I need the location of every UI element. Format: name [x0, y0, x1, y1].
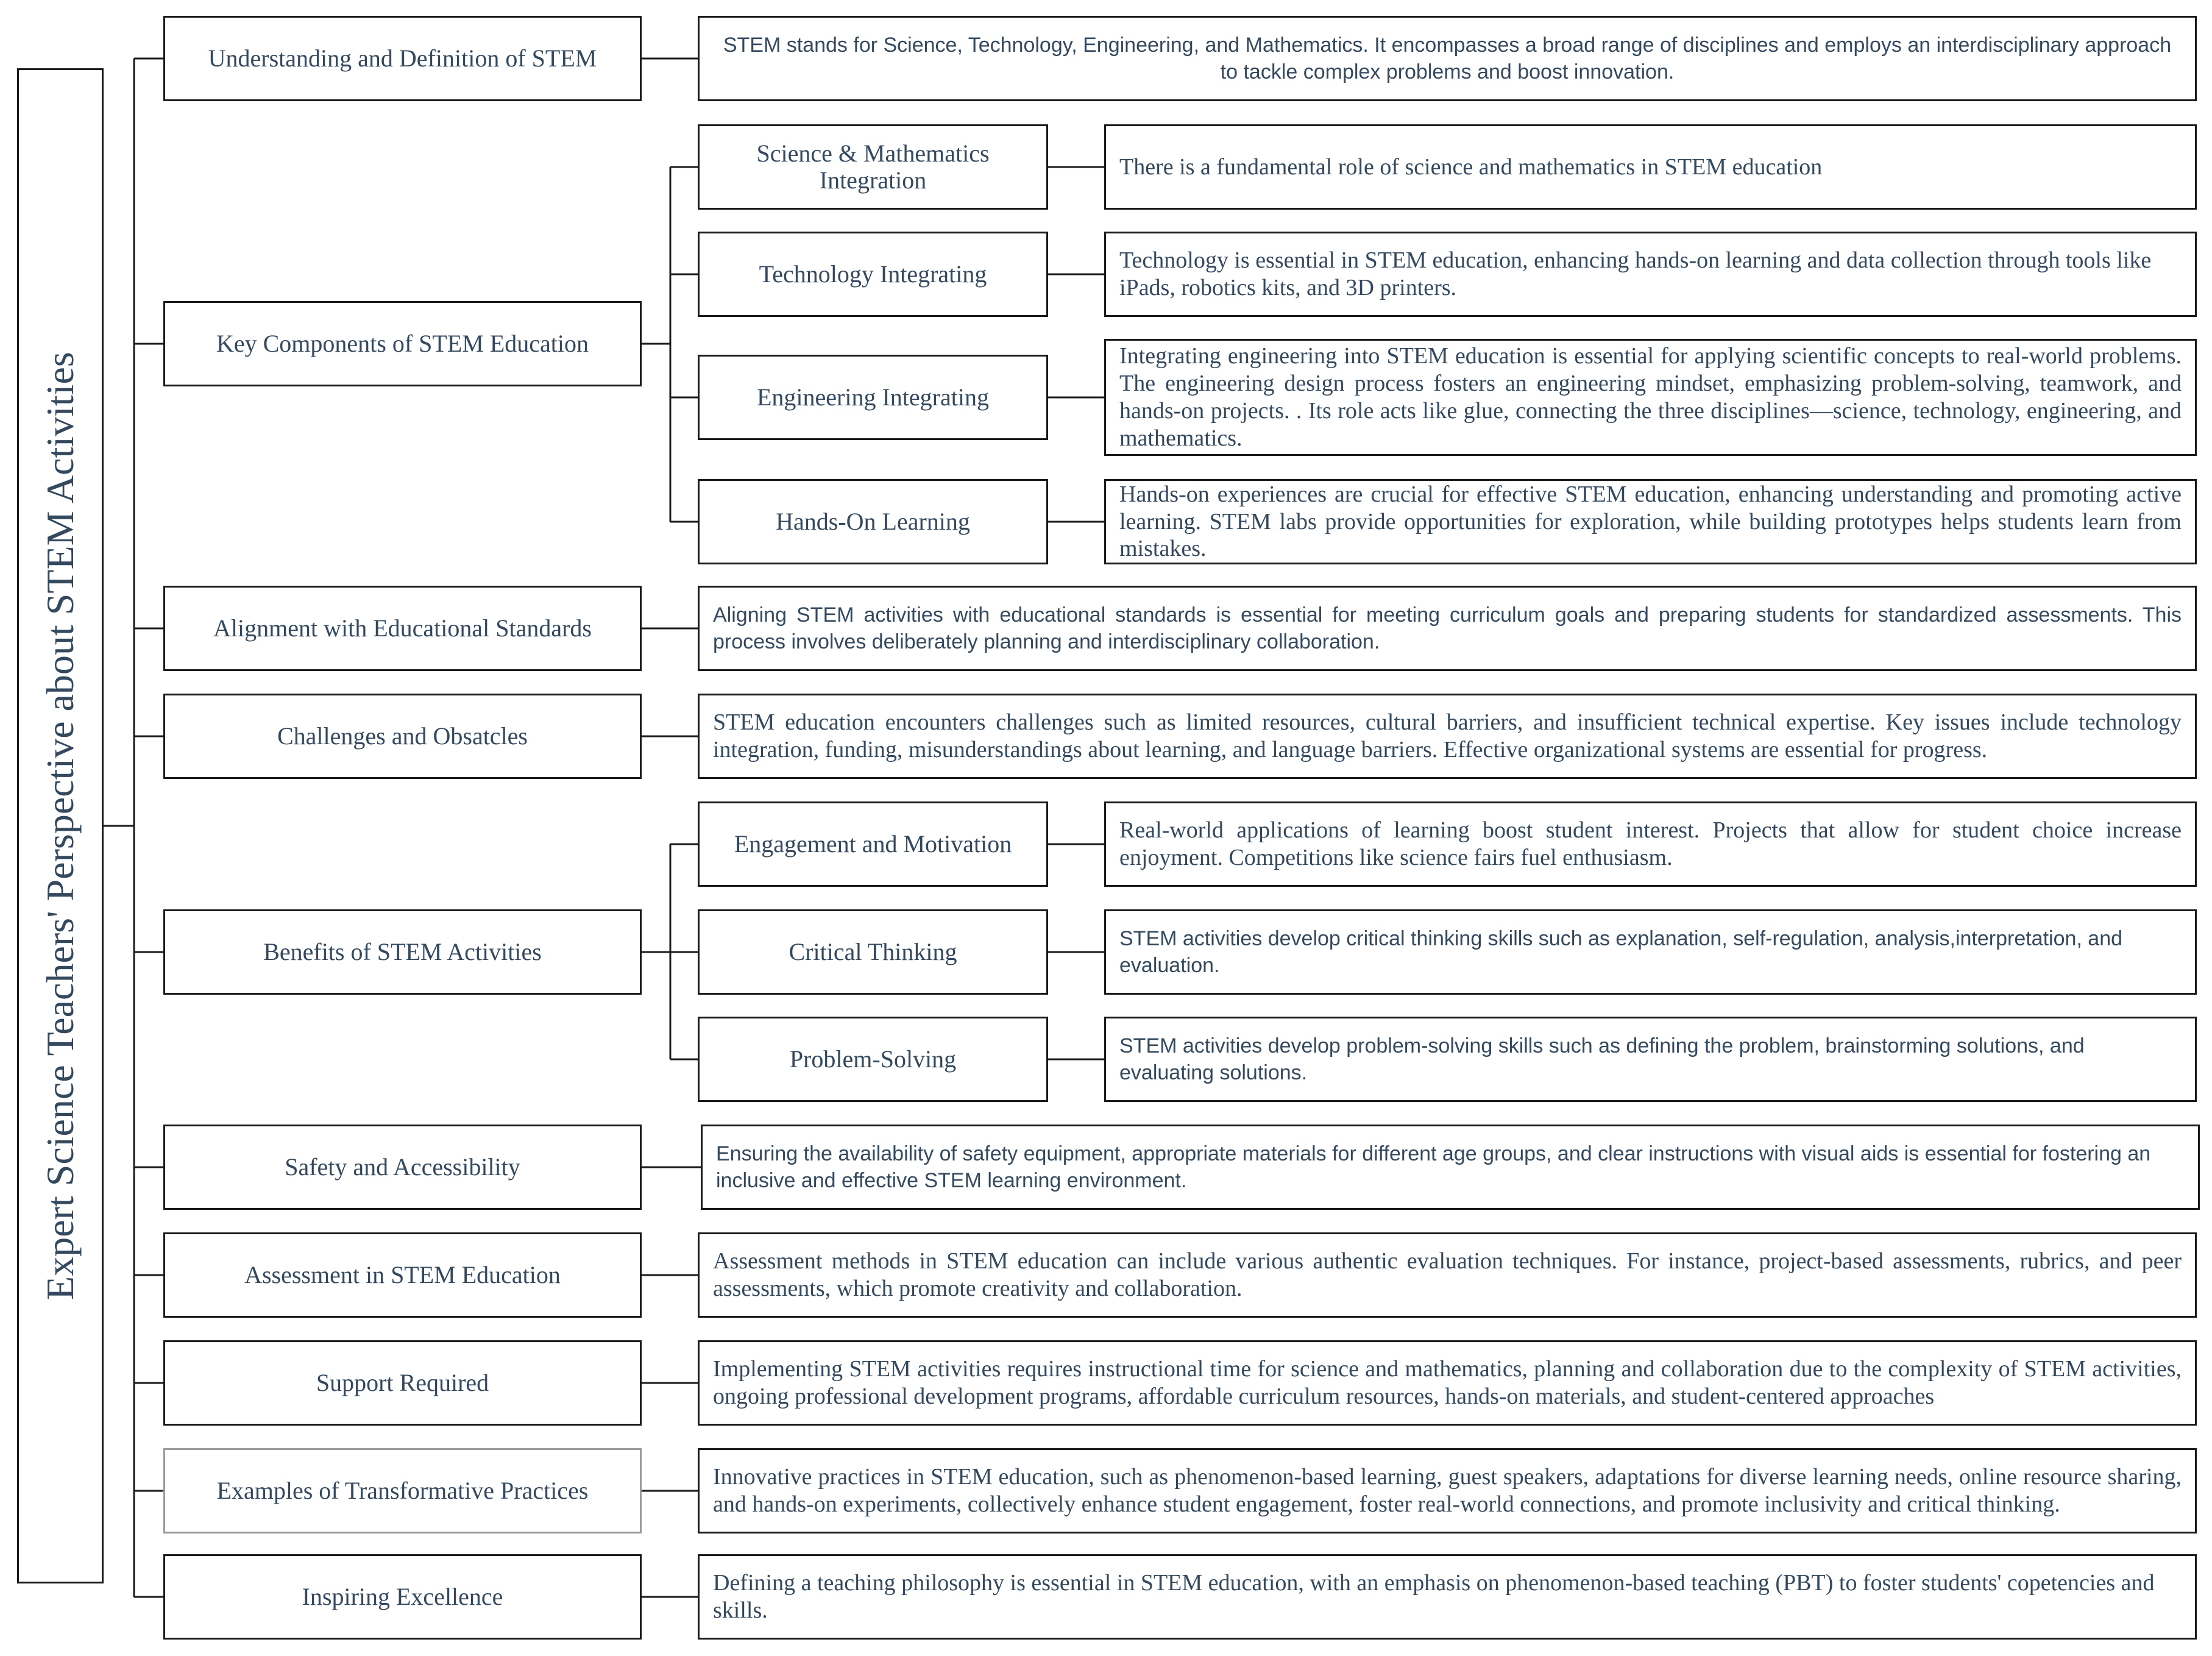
- description-science-mathematics-integration: [1104, 124, 2197, 210]
- theme-label: Inspiring Excellence: [302, 1583, 503, 1610]
- subtheme-label: Science & Mathematics Integration: [756, 140, 990, 194]
- description-safety-accessibility: [701, 1125, 2200, 1210]
- description-alignment-standards: [698, 586, 2197, 671]
- theme-understanding-definition: [163, 16, 642, 101]
- subtheme-critical-thinking: [698, 909, 1048, 995]
- root-node: [17, 68, 104, 1583]
- subtheme-label: Engagement and Motivation: [734, 830, 1012, 858]
- subtheme-technology-integrating: [698, 232, 1048, 317]
- description-understanding-definition: [698, 16, 2197, 101]
- subtheme-hands-on-learning: [698, 479, 1048, 564]
- description-inspiring-excellence: [698, 1554, 2197, 1640]
- subtheme-label: Problem-Solving: [789, 1045, 957, 1073]
- description-text: Aligning STEM activities with educational standards is essential for meeting curriculum goals and preparing students for standardized assessments. This process involves deliberately planning and interdisciplinary collaboration.: [713, 603, 2182, 653]
- description-text: Integrating engineering into STEM education is essential for applying scientific concepts to real-world problems. The engineering design process fosters an engineering mindset, emphasizing problem-solving, teamwork, and hands-on projects. . Its role acts like glue, connecting the three disciplines—science, technology, engineering, and mathematics.: [1119, 343, 2182, 451]
- subtheme-science-mathematics-integration: [698, 124, 1048, 210]
- description-text: STEM education encounters challenges such as limited resources, cultural barriers, and insufficient technical expertise. Key issues include technology integration, funding, misunderstandings about learning, and language barriers. Effective organizational systems are essential for progress.: [713, 709, 2182, 762]
- description-assessment: [698, 1232, 2197, 1318]
- theme-alignment-standards: [163, 586, 642, 671]
- theme-label: Examples of Transformative Practices: [216, 1477, 589, 1504]
- description-text: Hands-on experiences are crucial for effective STEM education, enhancing understanding and promoting active learning. STEM labs provide opportunities for exploration, while building prototypes helps students learn from mistakes.: [1119, 481, 2182, 562]
- theme-assessment: [163, 1232, 642, 1318]
- theme-challenges-obstacles: [163, 694, 642, 779]
- subtheme-engagement-motivation: [698, 801, 1048, 887]
- theme-key-components: [163, 301, 642, 386]
- subtheme-problem-solving: [698, 1017, 1048, 1102]
- description-text: STEM stands for Science, Technology, Engineering, and Mathematics. It encompasses a broad range of disciplines and employs an interdisciplinary approach to tackle complex problems and boost innovation.: [723, 33, 2172, 84]
- description-technology-integrating: [1104, 232, 2197, 317]
- description-support-required: [698, 1340, 2197, 1426]
- subtheme-label: Hands-On Learning: [776, 508, 970, 535]
- theme-label: Assessment in STEM Education: [244, 1261, 561, 1288]
- subtheme-engineering-integrating: [698, 355, 1048, 440]
- theme-support-required: [163, 1340, 642, 1426]
- theme-label: Safety and Accessibility: [285, 1153, 520, 1181]
- theme-label: Alignment with Educational Standards: [213, 614, 592, 642]
- description-text: STEM activities develop problem-solving skills such as defining the problem, brainstorming solutions, and evaluating solutions.: [1119, 1034, 2085, 1084]
- description-text: Real-world applications of learning boost student interest. Projects that allow for student choice increase enjoyment. Competitions like science fairs fuel enthusiasm.: [1119, 817, 2182, 870]
- description-problem-solving: [1104, 1017, 2197, 1102]
- theme-transformative-practices: [163, 1448, 642, 1533]
- theme-label: Benefits of STEM Activities: [263, 938, 542, 965]
- description-text: Assessment methods in STEM education can include various authentic evaluation techniques. For instance, project-based assessments, rubrics, and peer assessments, which promote creativity and collaboration.: [713, 1248, 2182, 1301]
- theme-benefits: [163, 909, 642, 995]
- description-text: Innovative practices in STEM education, such as phenomenon-based learning, guest speakers, adaptations for diverse learning needs, online resource sharing, and hands-on experiments, collectively enhance student engagement, foster real-world connections, and promote inclusivity and critical thinking.: [713, 1464, 2182, 1517]
- root-title: Expert Science Teachers' Perspective about STEM Activities: [38, 352, 82, 1300]
- description-critical-thinking: [1104, 909, 2197, 995]
- description-hands-on-learning: [1104, 479, 2197, 564]
- description-text: There is a fundamental role of science and mathematics in STEM education: [1119, 154, 1823, 180]
- description-text: STEM activities develop critical thinking skills such as explanation, self-regulation, analysis,interpretation, and evaluation.: [1119, 926, 2123, 977]
- description-text: Ensuring the availability of safety equipment, appropriate materials for different age groups, and clear instructions with visual aids is essential for fostering an inclusive and effective STEM learning environment.: [716, 1142, 2151, 1192]
- description-engineering-integrating: [1104, 339, 2197, 456]
- theme-label: Understanding and Definition of STEM: [208, 44, 597, 72]
- subtheme-label: Critical Thinking: [789, 938, 957, 965]
- theme-label: Key Components of STEM Education: [216, 330, 589, 357]
- theme-label: Support Required: [316, 1369, 489, 1396]
- description-engagement-motivation: [1104, 801, 2197, 887]
- subtheme-label: Engineering Integrating: [757, 383, 989, 411]
- description-text: Implementing STEM activities requires instructional time for science and mathematics, planning and collaboration due to the complexity of STEM activities, ongoing professional development programs, affordable curriculum resources, hands-on materials, and student-centered approaches: [713, 1356, 2182, 1409]
- theme-safety-accessibility: [163, 1125, 642, 1210]
- description-text: Defining a teaching philosophy is essential in STEM education, with an emphasis on phenomenon-based teaching (PBT) to foster students' copetencies and skills.: [713, 1570, 2155, 1623]
- theme-label: Challenges and Obsatcles: [277, 722, 528, 750]
- theme-inspiring-excellence: [163, 1554, 642, 1640]
- subtheme-label: Technology Integrating: [759, 260, 987, 288]
- description-challenges-obstacles: [698, 694, 2197, 779]
- description-transformative-practices: [698, 1448, 2197, 1533]
- description-text: Technology is essential in STEM education, enhancing hands-on learning and data collection through tools like iPads, robotics kits, and 3D printers.: [1119, 247, 2152, 300]
